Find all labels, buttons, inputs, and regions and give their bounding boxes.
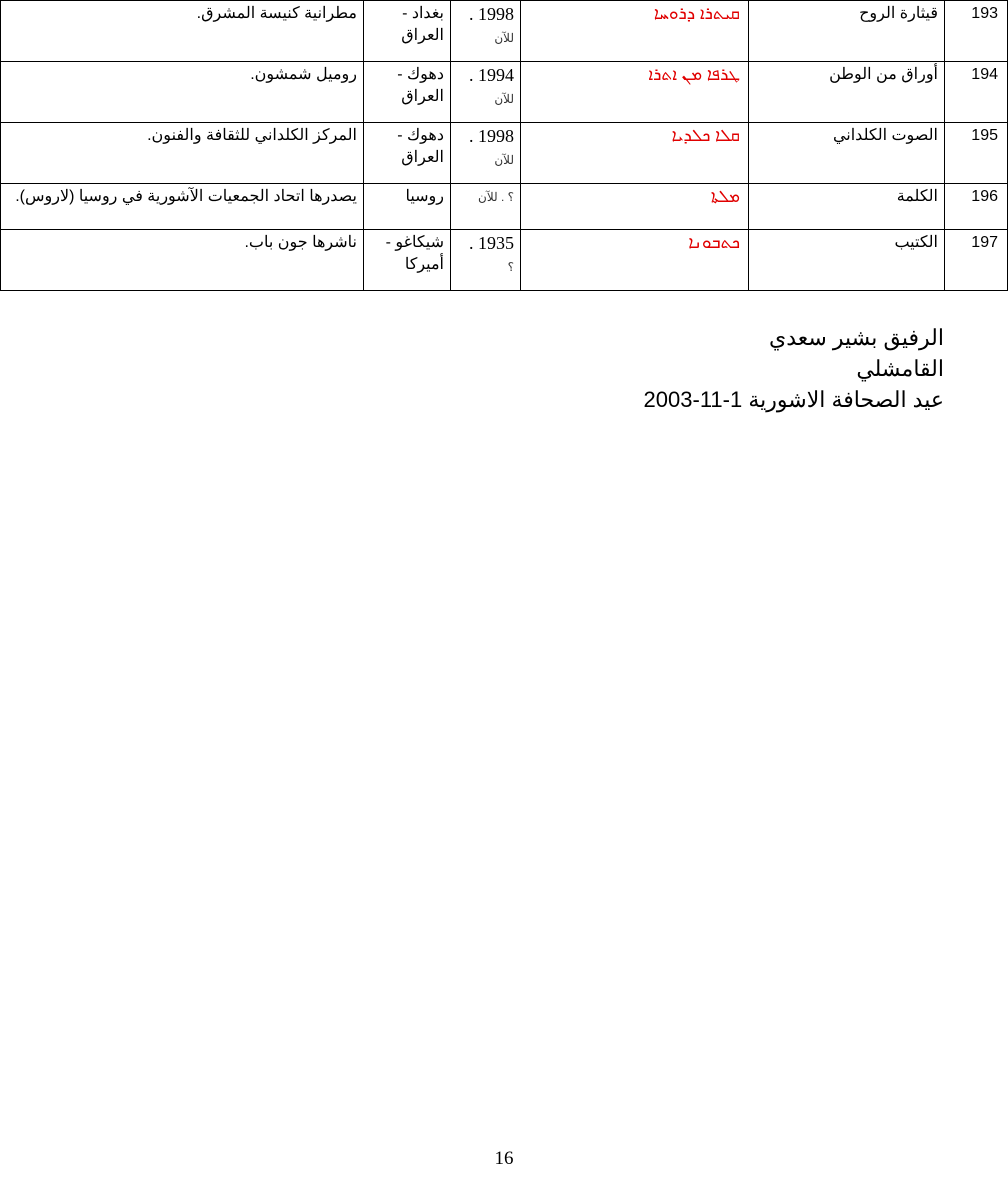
start-year: 1935 . [469, 233, 514, 253]
table-row [1, 123, 1008, 184]
publication-date [451, 123, 521, 184]
row-number: 196 [945, 184, 1008, 230]
publisher-notes: مطرانية كنيسة المشرق. [1, 1, 364, 62]
start-year: 1998 . [469, 4, 514, 24]
table-row [1, 62, 1008, 123]
arabic-title: أوراق من الوطن [749, 62, 945, 123]
table-row [1, 184, 1008, 230]
signature-block [644, 322, 944, 415]
place: دهوك - العراق [364, 123, 451, 184]
syriac-title: ܟܬܒܘܢܐ [521, 230, 749, 291]
arabic-title: الكتيب [749, 230, 945, 291]
arabic-title: الصوت الكلداني [749, 123, 945, 184]
row-number: 194 [945, 62, 1008, 123]
signature-city: القامشلي [856, 356, 944, 381]
row-number: 197 [945, 230, 1008, 291]
table-row [1, 1, 1008, 62]
place: شيكاغو - أميركا [364, 230, 451, 291]
arabic-title: الكلمة [749, 184, 945, 230]
publisher-notes: المركز الكلداني للثقافة والفنون. [1, 123, 364, 184]
syriac-title: ܩܠܐ ܟܠܕܝܐ [521, 123, 749, 184]
row-number: 193 [945, 1, 1008, 62]
end-note: ؟ [507, 260, 514, 274]
publisher-notes: ناشرها جون باب. [1, 230, 364, 291]
arabic-title: قيثارة الروح [749, 1, 945, 62]
start-year: 1998 . [469, 126, 514, 146]
publication-date [451, 62, 521, 123]
periodicals-table [0, 0, 1008, 291]
signature-name: الرفيق بشير سعدي [768, 325, 944, 350]
publication-date [451, 1, 521, 62]
publication-date [451, 230, 521, 291]
place: دهوك - العراق [364, 62, 451, 123]
place: بغداد - العراق [364, 1, 451, 62]
page-number: 16 [494, 1148, 514, 1169]
publisher-notes: روميل شمشون. [1, 62, 364, 123]
syriac-title: ܩܝܬܪܐ ܕܪܘܚܐ [521, 1, 749, 62]
table-row [1, 230, 1008, 291]
publication-date [451, 184, 521, 230]
publisher-notes: يصدرها اتحاد الجمعيات الآشورية في روسيا (لاروس). [1, 184, 364, 230]
start-year: 1994 . [469, 65, 514, 85]
row-number: 195 [945, 123, 1008, 184]
end-note: للآن [494, 92, 514, 106]
end-note: للآن [494, 153, 514, 167]
place: روسيا [364, 184, 451, 230]
end-note: للآن [494, 31, 514, 45]
date-note: ؟ . للآن [478, 190, 514, 204]
signature-occasion: عيد الصحافة الاشورية 1-11-2003 [643, 387, 944, 412]
syriac-title: ܛܪܦܐ ܡܢ ܐܬܪܐ [521, 62, 749, 123]
syriac-title: ܡܠܬܐ [521, 184, 749, 230]
